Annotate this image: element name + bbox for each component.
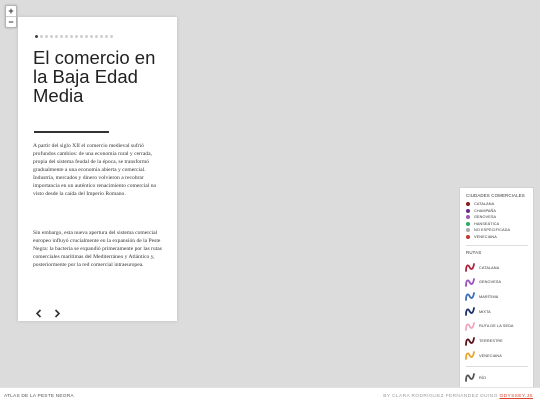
route-line-icon [465, 307, 475, 316]
legend-route-item [465, 307, 491, 316]
legend-routes-title: RUTAS [466, 250, 482, 255]
slide-dot[interactable] [40, 35, 43, 38]
route-line-icon [465, 263, 475, 272]
prev-slide-button[interactable] [33, 308, 43, 318]
author-credit: BY CLARA RODRÍGUEZ FERNÁNDEZ DUINO [383, 394, 498, 399]
route-line-icon [465, 322, 475, 331]
slide-dot[interactable] [95, 35, 98, 38]
legend-route-label: MARÍTIMA [479, 294, 499, 299]
zoom-out-button[interactable]: − [6, 16, 16, 27]
legend-city-item [466, 215, 496, 219]
slide-navigation [33, 308, 62, 318]
legend-route-label: VENECIANA [479, 353, 502, 358]
atlas-title: ATLAS DE LA PESTE NEGRA [4, 394, 74, 399]
slide-dot[interactable] [110, 35, 113, 38]
slide-dot[interactable] [80, 35, 83, 38]
city-color-swatch [466, 228, 470, 232]
legend-city-label: NO ESPECIFICADA [474, 228, 511, 232]
legend-city-item [466, 235, 497, 239]
legend-divider [466, 366, 528, 367]
legend-divider [466, 245, 528, 246]
zoom-in-button[interactable]: + [8, 6, 14, 16]
route-line-icon [465, 278, 475, 287]
city-color-swatch [466, 209, 470, 213]
city-color-swatch [466, 202, 470, 206]
title-divider [34, 131, 109, 133]
slide-dot[interactable] [85, 35, 88, 38]
legend-city-label: VENECIANA [474, 234, 497, 239]
next-slide-button[interactable] [52, 308, 62, 318]
river-line-icon [465, 373, 475, 382]
legend-route-item [465, 337, 503, 346]
legend-route-item [465, 263, 499, 272]
legend-route-label: CATALANA [479, 265, 500, 270]
slide-dot[interactable] [75, 35, 78, 38]
footer-credit [383, 394, 533, 399]
slide-dot[interactable] [35, 35, 38, 38]
legend-river-label: RÍO [479, 375, 487, 380]
legend-route-label: TERRESTRE [479, 339, 503, 343]
legend-river-item [465, 373, 486, 382]
route-line-icon [465, 292, 475, 301]
slide-dot[interactable] [90, 35, 93, 38]
odyssey-link[interactable]: ODYSSEY.JS [499, 394, 533, 399]
city-color-swatch [466, 235, 470, 239]
legend-route-item [465, 322, 514, 331]
slide-dot[interactable] [55, 35, 58, 38]
legend-route-item [465, 278, 501, 287]
legend-city-item [466, 202, 494, 206]
legend-city-item [466, 222, 499, 226]
story-paragraph-1: A partir del siglo XII el comercio medieval sufrió profundos cambios: de una economía rural y cerrada, propia del sistema feudal de la época, se transformó gradualmente a una economía abierta y comercial. Industria, mercados y dinero volvieron a recobrar importancia en un auténtico renacimiento comercial no visto desde la caída del Imperio Romano. [33, 143, 157, 197]
legend-cities-title: CIUDADES COMERCIALES [466, 193, 525, 198]
route-line-icon [465, 337, 475, 346]
slide-dot[interactable] [65, 35, 68, 38]
zoom-control [5, 5, 17, 28]
legend-route-label: GENOVESA [479, 280, 502, 285]
slide-dot[interactable] [100, 35, 103, 38]
slide-dot[interactable] [50, 35, 53, 38]
slide-dot[interactable] [60, 35, 63, 38]
legend-city-label: GENOVESA [474, 215, 497, 219]
legend-route-label: RUTA DE LA SEDA [479, 324, 514, 329]
footer-bar [0, 387, 540, 405]
legend-route-item [465, 351, 502, 360]
legend-city-item [466, 228, 510, 232]
story-panel [18, 17, 177, 321]
map-legend [459, 187, 534, 388]
chevron-right-icon [54, 309, 61, 318]
legend-route-label: MIXTA [479, 309, 491, 314]
story-title: El comercio en la Baja Edad Media [33, 47, 156, 106]
slide-dot[interactable] [45, 35, 48, 38]
city-color-swatch [466, 222, 470, 226]
route-line-icon [465, 351, 475, 360]
legend-route-item [465, 292, 498, 301]
legend-city-item [466, 209, 496, 213]
chevron-left-icon [35, 309, 42, 318]
slide-dot[interactable] [70, 35, 73, 38]
legend-city-label: HANSEÁTICA [474, 221, 500, 226]
legend-city-label: CATALANA [474, 202, 495, 206]
story-paragraph-2: Sin embargo, esta nueva apertura del sistema comercial europeo influyó crucialmente en la expansión de la Peste Negra: la bacteria se expandió primeramente por las rutas comerciales marítimas del Mediterráneo y Atlántico y, posteriormente por la red comercial intraeuropea. [33, 230, 162, 268]
slide-dot[interactable] [105, 35, 108, 38]
legend-city-label: CHAMPAÑA [474, 208, 497, 213]
slide-indicator [35, 35, 113, 38]
city-color-swatch [466, 215, 470, 219]
